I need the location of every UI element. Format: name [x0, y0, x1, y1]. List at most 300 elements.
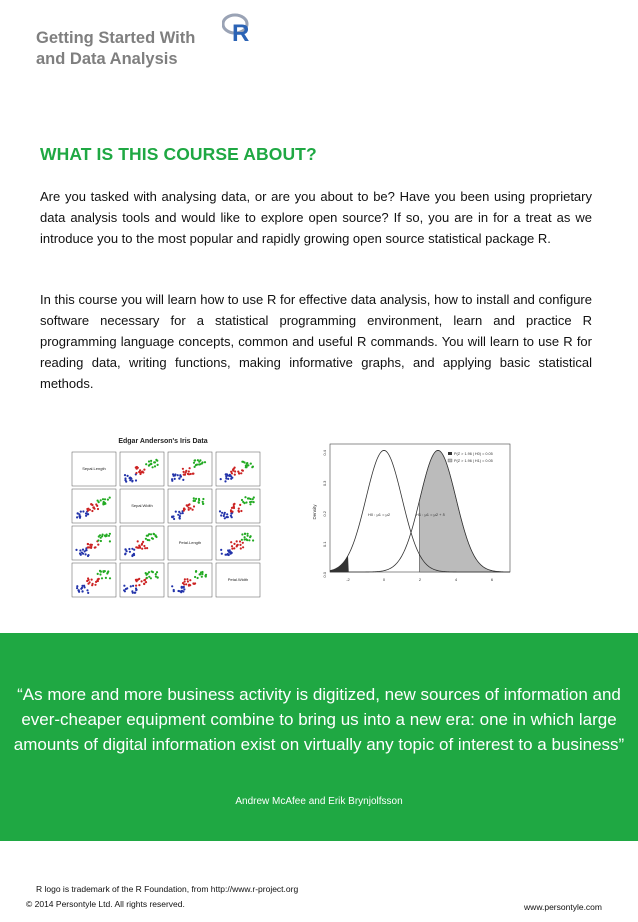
- iris-point: [93, 508, 95, 510]
- quote-text: “As more and more business activity is digitized, new sources of information and ever-cheaper equipment combine to bring us into a new era: one in which large amounts of digital information exist on virtually any topic of interest to a business”: [13, 685, 625, 754]
- iris-point: [239, 544, 241, 546]
- iris-point: [154, 461, 156, 463]
- iris-point: [87, 554, 89, 556]
- iris-point: [197, 577, 199, 579]
- density-ylabel: Density: [312, 504, 317, 520]
- iris-point: [90, 547, 92, 549]
- iris-point: [100, 499, 102, 501]
- iris-point: [83, 585, 85, 587]
- iris-point: [233, 507, 235, 509]
- iris-point: [81, 587, 83, 589]
- iris-point: [182, 479, 184, 481]
- iris-point: [178, 477, 180, 479]
- iris-point: [135, 466, 137, 468]
- iris-point: [129, 479, 131, 481]
- iris-point: [230, 475, 232, 477]
- iris-point: [245, 501, 247, 503]
- density-ytick: 0.3: [322, 480, 327, 487]
- iris-point: [85, 515, 87, 517]
- iris-point: [190, 473, 192, 475]
- iris-point: [90, 503, 92, 505]
- iris-point: [238, 508, 240, 510]
- iris-point: [227, 516, 229, 518]
- iris-point: [185, 471, 187, 473]
- iris-point: [79, 549, 81, 551]
- iris-variable-label: Sepal.Width: [131, 503, 153, 508]
- iris-point: [131, 590, 133, 592]
- iris-point: [97, 508, 99, 510]
- iris-point: [201, 462, 203, 464]
- iris-point: [178, 517, 180, 519]
- iris-point: [244, 496, 246, 498]
- iris-point: [131, 480, 133, 482]
- iris-point: [231, 472, 233, 474]
- website-link[interactable]: www.persontyle.com: [524, 902, 602, 912]
- iris-point: [104, 503, 106, 505]
- iris-point: [81, 552, 83, 554]
- iris-point: [236, 540, 238, 542]
- quote-author: Andrew McAfee and Erik Brynjolfsson: [235, 796, 403, 807]
- iris-point: [175, 511, 177, 513]
- density-ytick: 0.0: [322, 572, 327, 578]
- iris-pairs-plot: [58, 432, 268, 602]
- iris-point: [137, 540, 139, 542]
- iris-point: [198, 498, 200, 500]
- iris-point: [237, 471, 239, 473]
- iris-point: [242, 546, 244, 548]
- iris-point: [77, 512, 79, 514]
- iris-point: [229, 552, 231, 554]
- iris-point: [97, 539, 99, 541]
- iris-point: [79, 515, 81, 517]
- iris-point: [182, 590, 184, 592]
- density-ytick: 0.1: [322, 541, 327, 548]
- legend-entry-h1: P(Z > 1.96 | H1) = 0.05: [454, 459, 493, 463]
- iris-point: [138, 584, 140, 586]
- iris-point: [183, 588, 185, 590]
- iris-point: [105, 577, 107, 579]
- iris-point: [243, 461, 245, 463]
- iris-point: [107, 499, 109, 501]
- iris-point: [172, 516, 174, 518]
- iris-point: [233, 543, 235, 545]
- iris-point: [130, 477, 132, 479]
- iris-point: [106, 535, 108, 537]
- iris-point: [153, 533, 155, 535]
- iris-point: [189, 584, 191, 586]
- iris-point: [145, 572, 147, 574]
- iris-point: [95, 503, 97, 505]
- iris-point: [155, 536, 157, 538]
- iris-point: [202, 501, 204, 503]
- iris-point: [141, 543, 143, 545]
- iris-point: [152, 466, 154, 468]
- iris-point: [197, 459, 199, 461]
- iris-point: [91, 579, 93, 581]
- legend-swatch-dark: [448, 452, 452, 455]
- iris-point: [137, 467, 139, 469]
- iris-point: [225, 473, 227, 475]
- iris-point: [124, 553, 126, 555]
- iris-point: [147, 535, 149, 537]
- iris-point: [188, 507, 190, 509]
- iris-point: [193, 462, 195, 464]
- iris-point: [198, 501, 200, 503]
- iris-point: [246, 539, 248, 541]
- iris-point: [85, 553, 87, 555]
- iris-point: [171, 480, 173, 482]
- iris-point: [230, 515, 232, 517]
- iris-point: [102, 498, 104, 500]
- iris-point: [234, 467, 236, 469]
- iris-point: [141, 471, 143, 473]
- iris-point: [204, 575, 206, 577]
- iris-point: [223, 515, 225, 517]
- iris-point: [149, 464, 151, 466]
- iris-point: [89, 509, 91, 511]
- iris-point: [174, 474, 176, 476]
- r-logo-icon: [222, 10, 252, 44]
- iris-point: [76, 587, 78, 589]
- iris-point: [157, 464, 159, 466]
- density-h0-label: H0 : μ1 = μ2: [368, 512, 391, 517]
- iris-point: [87, 592, 89, 594]
- iris-point: [89, 581, 91, 583]
- iris-point: [249, 503, 251, 505]
- iris-point: [185, 583, 187, 585]
- iris-point: [123, 585, 125, 587]
- iris-point: [84, 550, 86, 552]
- iris-point: [204, 461, 206, 463]
- iris-point: [231, 507, 233, 509]
- iris-point: [182, 512, 184, 514]
- iris-point: [227, 478, 229, 480]
- iris-point: [78, 591, 80, 593]
- iris-point: [87, 546, 89, 548]
- iris-point: [183, 586, 185, 588]
- header-title-line2: and Data Analysis: [36, 50, 178, 68]
- iris-point: [143, 583, 145, 585]
- iris-point: [246, 462, 248, 464]
- section-title: WHAT IS THIS COURSE ABOUT?: [40, 144, 317, 164]
- trademark-note: R logo is trademark of the R Foundation, from http://www.r-project.org: [36, 884, 299, 894]
- iris-point: [231, 548, 233, 550]
- iris-point: [80, 554, 82, 556]
- iris-point: [182, 468, 184, 470]
- iris-point: [141, 548, 143, 550]
- iris-point: [152, 538, 154, 540]
- figures-area: [58, 432, 516, 602]
- iris-point: [87, 543, 89, 545]
- iris-point: [94, 584, 96, 586]
- iris-point: [193, 505, 195, 507]
- iris-point: [135, 472, 137, 474]
- iris-point: [194, 582, 196, 584]
- iris-point: [108, 535, 110, 537]
- iris-point: [242, 542, 244, 544]
- iris-point: [223, 513, 225, 515]
- iris-point: [144, 579, 146, 581]
- density-ytick: 0.2: [322, 511, 327, 517]
- iris-point: [189, 467, 191, 469]
- iris-point: [148, 460, 150, 462]
- iris-point: [184, 581, 186, 583]
- iris-point: [109, 497, 111, 499]
- iris-point: [145, 538, 147, 540]
- iris-point: [133, 549, 135, 551]
- iris-point: [124, 474, 126, 476]
- iris-point: [130, 585, 132, 587]
- iris-point: [80, 511, 82, 513]
- iris-point: [132, 585, 134, 587]
- iris-point: [240, 510, 242, 512]
- iris-point: [247, 464, 249, 466]
- density-xtick: -2: [346, 577, 350, 582]
- course-paragraph: In this course you will learn how to use R for effective data analysis, how to install and configure software necessary for a statistical programming environment, learn and practice R programming language concepts, common and useful R commands. You will learn to use R for reading data, writing functions, making informative graphs, and applying basic statistical methods.: [40, 292, 592, 391]
- iris-point: [186, 578, 188, 580]
- iris-point: [177, 474, 179, 476]
- iris-point: [220, 514, 222, 516]
- iris-point: [145, 463, 147, 465]
- iris-point: [173, 589, 175, 591]
- svg-text:R: R: [232, 20, 250, 44]
- iris-point: [126, 587, 128, 589]
- iris-point: [100, 540, 102, 542]
- iris-point: [225, 554, 227, 556]
- iris-point: [75, 549, 77, 551]
- iris-point: [94, 547, 96, 549]
- iris-point: [201, 571, 203, 573]
- iris-point: [234, 474, 236, 476]
- iris-point: [188, 470, 190, 472]
- iris-point: [148, 576, 150, 578]
- iris-point: [146, 577, 148, 579]
- iris-point: [201, 576, 203, 578]
- iris-point: [244, 533, 246, 535]
- iris-point: [98, 535, 100, 537]
- iris-point: [199, 573, 201, 575]
- iris-point: [156, 571, 158, 573]
- iris-point: [195, 570, 197, 572]
- iris-point: [253, 496, 255, 498]
- iris-point: [183, 471, 185, 473]
- iris-point: [177, 514, 179, 516]
- iris-point: [240, 547, 242, 549]
- iris-point: [98, 501, 100, 503]
- iris-point: [104, 498, 106, 500]
- iris-point: [127, 475, 129, 477]
- document-header: [36, 28, 195, 70]
- iris-point: [233, 503, 235, 505]
- iris-point: [135, 479, 137, 481]
- iris-point: [109, 540, 111, 542]
- density-ytick: 0.4: [322, 450, 327, 456]
- iris-point: [227, 553, 229, 555]
- iris-point: [221, 512, 223, 514]
- iris-point: [126, 550, 128, 552]
- iris-point: [195, 498, 197, 500]
- iris-point: [86, 589, 88, 591]
- iris-point: [150, 460, 152, 462]
- iris-point: [76, 585, 78, 587]
- iris-point: [181, 586, 183, 588]
- iris-variable-label: Sepal.Length: [82, 466, 106, 471]
- iris-point: [123, 589, 125, 591]
- iris-point: [102, 570, 104, 572]
- iris-point: [184, 578, 186, 580]
- iris-point: [109, 577, 111, 579]
- iris-point: [171, 585, 173, 587]
- iris-point: [143, 545, 145, 547]
- iris-point: [252, 539, 254, 541]
- iris-point: [136, 580, 138, 582]
- iris-point: [102, 503, 104, 505]
- legend-swatch-light: [448, 459, 452, 462]
- iris-point: [76, 516, 78, 518]
- iris-point: [241, 499, 243, 501]
- iris-point: [239, 540, 241, 542]
- iris-point: [148, 571, 150, 573]
- iris-point: [97, 580, 99, 582]
- iris-point: [194, 459, 196, 461]
- iris-point: [226, 513, 228, 515]
- iris-point: [248, 539, 250, 541]
- iris-point: [174, 478, 176, 480]
- copyright-note: © 2014 Persontyle Ltd. All rights reserved.: [26, 899, 185, 909]
- iris-point: [91, 510, 93, 512]
- iris-point: [224, 480, 226, 482]
- iris-point: [144, 547, 146, 549]
- iris-point: [244, 536, 246, 538]
- iris-point: [125, 481, 127, 483]
- iris-point: [253, 501, 255, 503]
- iris-point: [189, 579, 191, 581]
- iris-point: [136, 547, 138, 549]
- iris-point: [143, 469, 145, 471]
- iris-point: [101, 577, 103, 579]
- iris-variable-label: Petal.Width: [227, 577, 249, 582]
- iris-point: [220, 478, 222, 480]
- iris-point: [106, 572, 108, 574]
- iris-point: [157, 577, 159, 579]
- iris-point: [248, 497, 250, 499]
- iris-point: [151, 570, 153, 572]
- iris-point: [141, 580, 143, 582]
- iris-point: [241, 533, 243, 535]
- iris-point: [135, 585, 137, 587]
- iris-point: [230, 510, 232, 512]
- iris-point: [99, 573, 101, 575]
- intro-paragraph: Are you tasked with analysing data, or are you about to be? Have you been using proprietary data analysis tools and would like to explore open source? If so, you are in for a treat as we introduce you to the most popular and rapidly growing open source statistical package R.: [40, 189, 592, 246]
- iris-point: [128, 548, 130, 550]
- density-xtick: 6: [490, 577, 494, 582]
- iris-point: [82, 549, 84, 551]
- iris-point: [194, 576, 196, 578]
- iris-point: [86, 508, 88, 510]
- iris-point: [241, 469, 243, 471]
- iris-point: [92, 583, 94, 585]
- iris-point: [192, 473, 194, 475]
- iris-point: [146, 547, 148, 549]
- iris-point: [102, 534, 104, 536]
- iris-point: [251, 466, 253, 468]
- iris-point: [187, 473, 189, 475]
- iris-point: [154, 465, 156, 467]
- iris-point: [195, 464, 197, 466]
- iris-variable-label: Petal.Length: [178, 540, 202, 545]
- header-title-line1: Getting Started With: [36, 29, 196, 47]
- iris-point: [234, 470, 236, 472]
- iris-point: [135, 587, 137, 589]
- iris-point: [184, 474, 186, 476]
- iris-point: [247, 535, 249, 537]
- iris-point: [148, 539, 150, 541]
- iris-point: [202, 498, 204, 500]
- iris-point: [219, 510, 221, 512]
- iris-point: [150, 577, 152, 579]
- iris-point: [237, 544, 239, 546]
- iris-point: [109, 533, 111, 535]
- iris-point: [150, 533, 152, 535]
- iris-point: [188, 509, 190, 511]
- iris-point: [225, 477, 227, 479]
- iris-point: [134, 592, 136, 594]
- iris-point: [193, 500, 195, 502]
- iris-point: [221, 553, 223, 555]
- iris-point: [243, 502, 245, 504]
- iris-point: [192, 509, 194, 511]
- iris-point: [138, 578, 140, 580]
- iris-point: [85, 549, 87, 551]
- iris-point: [231, 545, 233, 547]
- iris-point: [173, 518, 175, 520]
- iris-point: [139, 473, 141, 475]
- iris-point: [240, 472, 242, 474]
- iris-point: [251, 501, 253, 503]
- iris-point: [85, 512, 87, 514]
- iris-point: [247, 533, 249, 535]
- iris-point: [129, 551, 131, 553]
- iris-point: [193, 497, 195, 499]
- iris-point: [220, 549, 222, 551]
- iris-point: [155, 573, 157, 575]
- iris-point: [250, 535, 252, 537]
- iris-point: [233, 547, 235, 549]
- density-xtick: 2: [418, 577, 422, 582]
- iris-point: [139, 547, 141, 549]
- iris-point: [145, 581, 147, 583]
- iris-point: [237, 510, 239, 512]
- iris-point: [183, 583, 185, 585]
- iris-point: [138, 545, 140, 547]
- density-plot: [308, 432, 516, 602]
- iris-point: [131, 555, 133, 557]
- iris-point: [91, 544, 93, 546]
- iris-point: [194, 466, 196, 468]
- iris-point: [100, 570, 102, 572]
- iris-point: [245, 465, 247, 467]
- iris-point: [188, 504, 190, 506]
- density-xtick: 0: [382, 577, 386, 582]
- iris-point: [82, 510, 84, 512]
- iris-point: [239, 504, 241, 506]
- iris-point: [230, 513, 232, 515]
- iris-point: [241, 539, 243, 541]
- iris-point: [190, 507, 192, 509]
- iris-point: [179, 474, 181, 476]
- iris-point: [124, 477, 126, 479]
- iris-point: [230, 541, 232, 543]
